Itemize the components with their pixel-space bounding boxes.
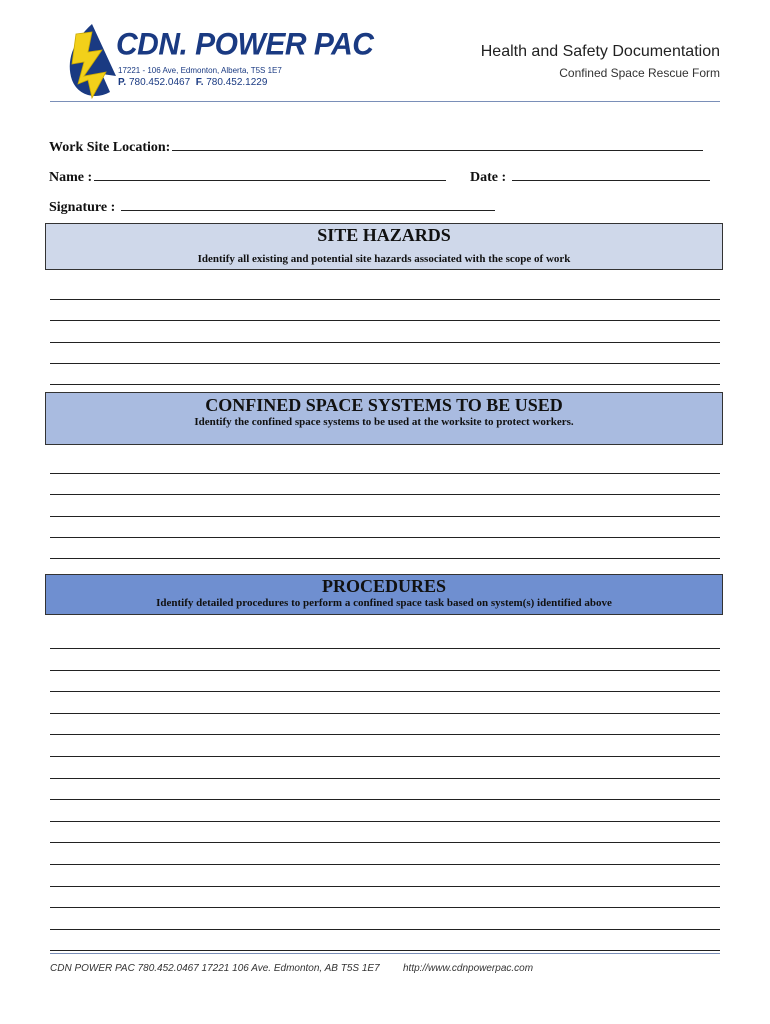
footer-url: http://www.cdnpowerpac.com: [403, 963, 534, 974]
procedures-line[interactable]: [50, 756, 720, 757]
site-hazards-description: Identify all existing and potential site hazards associated with the scope of work: [197, 253, 571, 265]
systems-description: Identify the confined space systems to be used at the worksite to protect workers.: [194, 416, 574, 428]
procedures-line[interactable]: [50, 691, 720, 692]
site-hazards-line[interactable]: [50, 320, 720, 321]
footer-contact: CDN POWER PAC 780.452.0467 17221 106 Ave. Edmonton, AB T5S 1E7: [50, 963, 380, 974]
header-divider: [50, 101, 720, 102]
systems-line[interactable]: [50, 537, 720, 538]
systems-header: [45, 392, 723, 445]
systems-title: CONFINED SPACE SYSTEMS TO BE USED: [205, 395, 563, 415]
procedures-title: PROCEDURES: [321, 576, 446, 596]
name-label: Name :: [49, 170, 93, 185]
company-phones: [118, 77, 267, 88]
work-site-label: Work Site Location:: [49, 140, 171, 155]
document-subtitle: Confined Space Rescue Form: [559, 66, 720, 80]
procedures-line[interactable]: [50, 950, 720, 951]
systems-line[interactable]: [50, 516, 720, 517]
fax-number: 780.452.1229: [206, 77, 268, 88]
systems-line[interactable]: [50, 473, 720, 474]
fax-label: F.: [195, 77, 204, 88]
work-site-field: [49, 138, 703, 156]
procedures-line[interactable]: [50, 864, 720, 865]
footer-divider: [50, 953, 720, 954]
name-field: [49, 168, 446, 186]
procedures-line[interactable]: [50, 907, 720, 908]
procedures-line[interactable]: [50, 929, 720, 930]
lightning-bolt-icon: [62, 22, 127, 100]
signature-label: Signature :: [49, 200, 116, 215]
site-hazards-header: [45, 223, 723, 270]
site-hazards-line[interactable]: [50, 363, 720, 364]
site-hazards-line[interactable]: [50, 342, 720, 343]
systems-line[interactable]: [50, 558, 720, 559]
procedures-line[interactable]: [50, 670, 720, 671]
procedures-line[interactable]: [50, 648, 720, 649]
procedures-header: [45, 574, 723, 615]
signature-field: [49, 198, 495, 216]
procedures-line[interactable]: [50, 842, 720, 843]
site-hazards-line[interactable]: [50, 384, 720, 385]
signature-input[interactable]: [121, 198, 495, 211]
phone-label: P.: [118, 77, 127, 88]
company-name: CDN. POWER PAC: [116, 27, 374, 62]
site-hazards-line[interactable]: [50, 299, 720, 300]
company-address: 17221 - 106 Ave, Edmonton, Alberta, T5S 1E7: [118, 66, 282, 75]
procedures-line[interactable]: [50, 821, 720, 822]
systems-line[interactable]: [50, 494, 720, 495]
date-label: Date :: [470, 170, 507, 185]
document-title: Health and Safety Documentation: [480, 43, 720, 60]
procedures-line[interactable]: [50, 886, 720, 887]
company-logo: [62, 22, 374, 102]
date-input[interactable]: [512, 168, 710, 181]
work-site-input[interactable]: [172, 138, 703, 151]
procedures-description: Identify detailed procedures to perform a confined space task based on system(s) identified above: [156, 597, 612, 609]
name-input[interactable]: [94, 168, 446, 181]
procedures-line[interactable]: [50, 734, 720, 735]
site-hazards-title: SITE HAZARDS: [317, 225, 451, 245]
phone-number: 780.452.0467: [128, 77, 191, 88]
procedures-line[interactable]: [50, 713, 720, 714]
date-field: [470, 168, 710, 186]
procedures-line[interactable]: [50, 799, 720, 800]
procedures-line[interactable]: [50, 778, 720, 779]
